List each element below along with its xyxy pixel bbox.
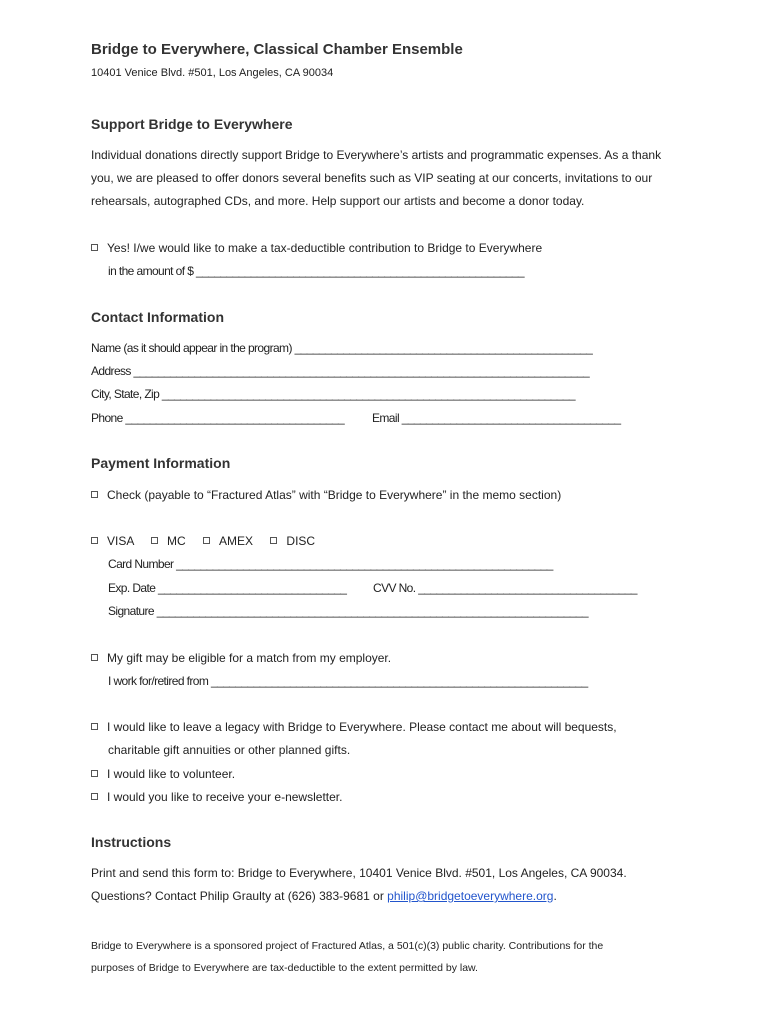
address-field[interactable]: Address ___________________________________________________________________________ xyxy=(91,364,590,378)
support-paragraph-line-1: Individual donations directly support Bridge to Everywhere’s artists and programmatic expenses. As a thank xyxy=(91,148,662,162)
contact-heading: Contact Information xyxy=(91,309,224,325)
support-heading: Support Bridge to Everywhere xyxy=(91,116,293,132)
cvv-field[interactable]: CVV No. ____________________________________ xyxy=(373,581,637,595)
check-label: Check (payable to “Fractured Atlas” with “Bridge to Everywhere” in the memo section) xyxy=(107,488,562,502)
volunteer-checkbox[interactable] xyxy=(91,770,98,777)
footer-line-2: purposes of Bridge to Everywhere are tax-deductible to the extent permitted by law. xyxy=(91,962,478,974)
legacy-label: I would like to leave a legacy with Bridge to Everywhere. Please contact me about will bequests, xyxy=(107,720,617,734)
contact-email-link[interactable]: philip@bridgetoeverywhere.org xyxy=(387,889,554,903)
phone-field[interactable]: Phone ____________________________________ xyxy=(91,411,345,425)
employer-match-label: My gift may be eligible for a match from my employer. xyxy=(107,651,392,665)
city-state-zip-field[interactable]: City, State, Zip ____________________________________________________________________ xyxy=(91,387,575,401)
amex-label: AMEX xyxy=(219,534,254,548)
volunteer-label: I would like to volunteer. xyxy=(107,767,236,781)
questions-text: Questions? Contact Philip Graulty at (626) 383-9681 or xyxy=(91,889,388,903)
visa-checkbox[interactable] xyxy=(91,537,98,544)
employer-match-option xyxy=(91,651,391,665)
page-title: Bridge to Everywhere, Classical Chamber Ensemble xyxy=(91,41,463,58)
legacy-checkbox[interactable] xyxy=(91,723,98,730)
mc-label: MC xyxy=(167,534,186,548)
name-field[interactable]: Name (as it should appear in the program) _________________________________________________ xyxy=(91,341,593,355)
legacy-option xyxy=(91,720,617,734)
org-address: 10401 Venice Blvd. #501, Los Angeles, CA 90034 xyxy=(91,67,334,79)
support-paragraph-line-3: rehearsals, autographed CDs, and more. Help support our artists and become a donor today. xyxy=(91,194,585,208)
contribution-option xyxy=(91,241,542,255)
disc-label: DISC xyxy=(286,534,316,548)
newsletter-label: I would you like to receive your e-newsletter. xyxy=(107,790,343,804)
print-instructions: Print and send this form to: Bridge to Everywhere, 10401 Venice Blvd. #501, Los Angeles, CA 90034. xyxy=(91,866,627,880)
visa-label: VISA xyxy=(107,534,134,548)
email-field[interactable]: Email ____________________________________ xyxy=(372,411,621,425)
amount-field[interactable]: in the amount of $ ______________________________________________________ xyxy=(108,264,524,278)
amex-checkbox[interactable] xyxy=(203,537,210,544)
questions-period: . xyxy=(553,889,557,903)
disc-checkbox[interactable] xyxy=(270,537,277,544)
check-option xyxy=(91,488,561,502)
card-number-field[interactable]: Card Number ______________________________________________________________ xyxy=(108,557,553,571)
signature-field[interactable]: Signature _______________________________________________________________________ xyxy=(108,604,588,618)
mc-checkbox[interactable] xyxy=(151,537,158,544)
employer-field[interactable]: I work for/retired from ______________________________________________________________ xyxy=(108,674,588,688)
contribution-checkbox[interactable] xyxy=(91,244,98,251)
employer-match-checkbox[interactable] xyxy=(91,654,98,661)
exp-date-field[interactable]: Exp. Date _______________________________ xyxy=(108,581,347,595)
legacy-label-continued: charitable gift annuities or other planned gifts. xyxy=(108,743,351,757)
card-type-options xyxy=(91,534,315,548)
volunteer-option xyxy=(91,767,235,781)
instructions-heading: Instructions xyxy=(91,834,172,850)
newsletter-checkbox[interactable] xyxy=(91,793,98,800)
support-paragraph-line-2: you, we are pleased to offer donors several benefits such as VIP seating at our concerts, invitations to our xyxy=(91,171,653,185)
footer-line-1: Bridge to Everywhere is a sponsored project of Fractured Atlas, a 501(c)(3) public charity. Contributions for the xyxy=(91,940,604,952)
newsletter-option xyxy=(91,790,342,804)
contribution-label: Yes! I/we would like to make a tax-deductible contribution to Bridge to Everywhere xyxy=(107,241,543,255)
payment-heading: Payment Information xyxy=(91,455,231,471)
questions-line xyxy=(91,889,557,903)
check-checkbox[interactable] xyxy=(91,491,98,498)
